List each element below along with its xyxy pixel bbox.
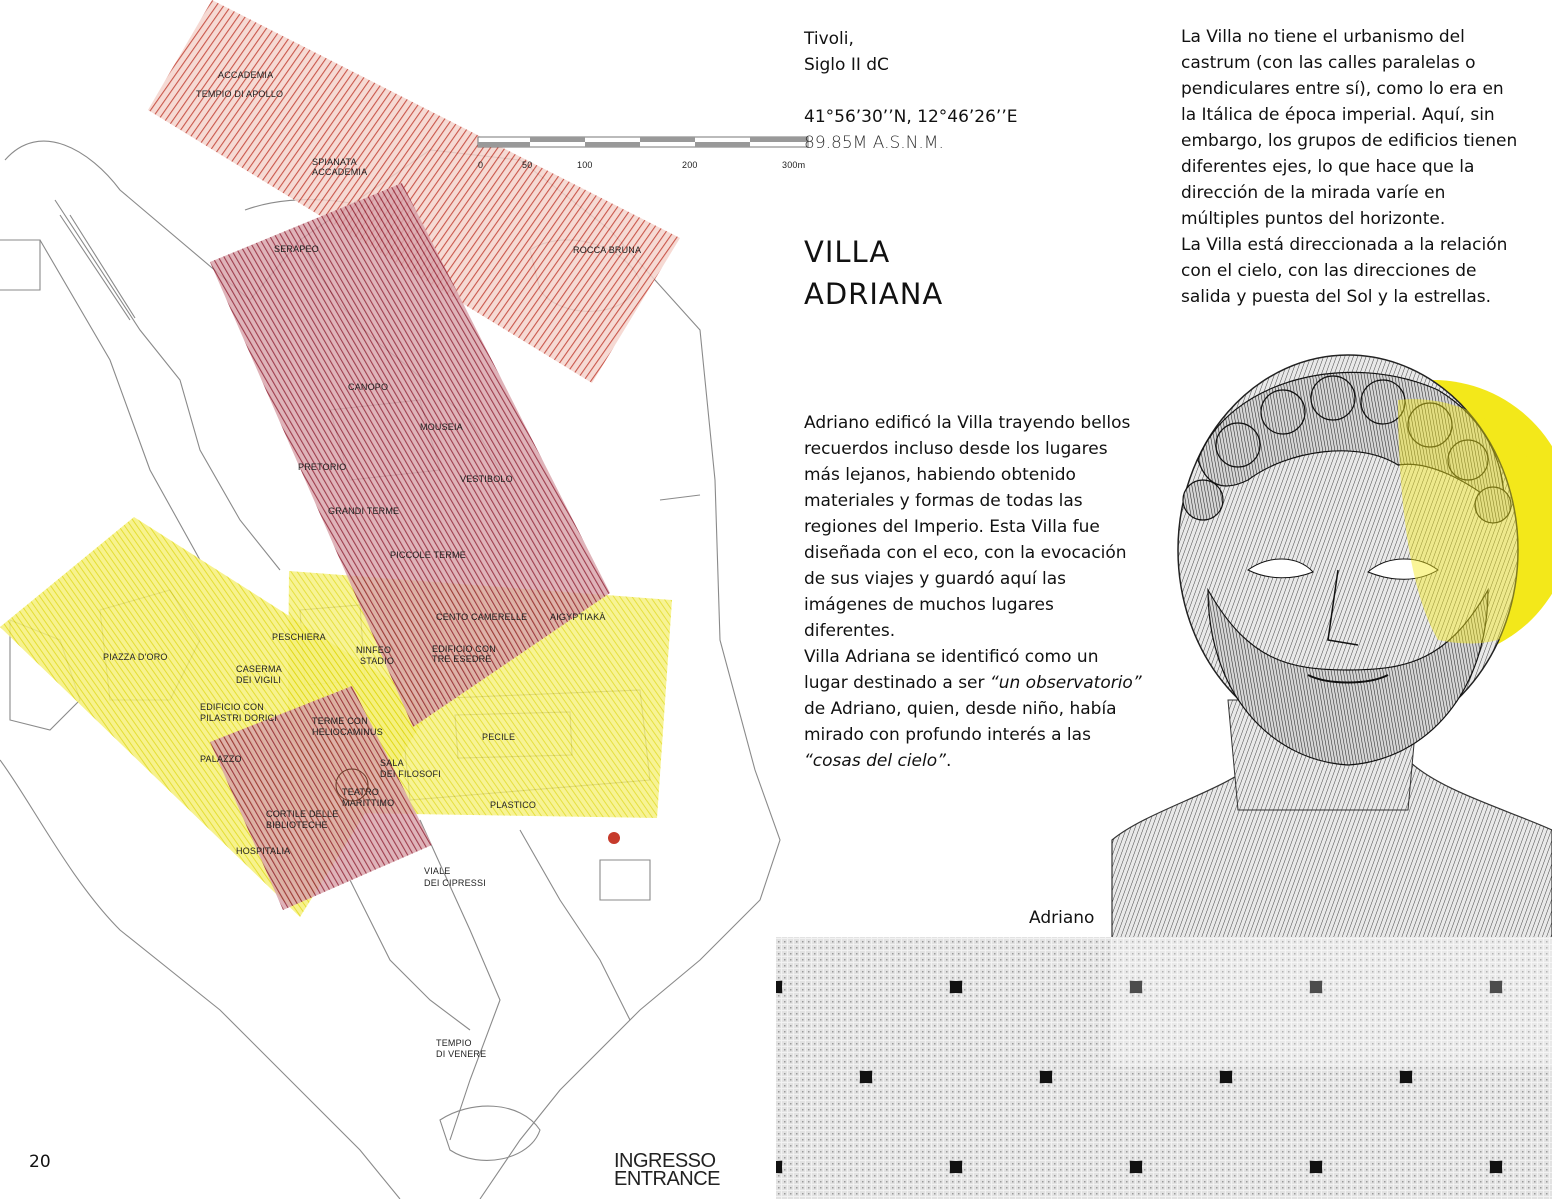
scale-tick-label: 200 (682, 160, 698, 170)
map-label: DEI VIGILI (236, 675, 282, 685)
map-label: DEI FILOSOFI (380, 769, 441, 779)
text-line: de Adriano, quien, desde niño, había (804, 699, 1117, 719)
map-label: VESTIBOLO (460, 474, 513, 484)
text-line: diseñada con el eco, con la evocación (804, 543, 1127, 563)
image-caption: Adriano (1029, 908, 1095, 928)
paragraph-hadrian (804, 410, 1154, 774)
text-line: . (945, 751, 952, 771)
text-line: con el cielo, con las direcciones de (1181, 261, 1477, 281)
text-line: de sus viajes y guardó aquí las (804, 569, 1067, 589)
text-line: embargo, los grupos de edificios tienen (1181, 131, 1518, 151)
map-label: MOUSEIA (420, 422, 463, 432)
map-label: TEATRO (342, 787, 380, 797)
scale-tick-label: 0 (478, 160, 484, 170)
century: Siglo II dC (804, 55, 889, 75)
text-line: salida y puesta del Sol y la estrellas. (1181, 287, 1492, 307)
text-line: más lejanos, habiendo obtenido (804, 465, 1076, 485)
entrance-line: ENTRANCE (614, 1168, 721, 1190)
text-line: recuerdos incluso desde los lugares (804, 439, 1108, 459)
map-label: PILASTRI DORICI (200, 713, 278, 723)
map-label: PECILE (482, 732, 516, 742)
map-label: HELIOCAMINUS (312, 727, 383, 737)
map-label: CORTILE DELLE (266, 809, 339, 819)
map-label: CENTO CAMERELLE (436, 612, 528, 622)
marker-dot (608, 832, 620, 844)
title-line: ADRIANA (804, 277, 944, 311)
map-label: DEI CIPRESSI (424, 878, 486, 888)
map-label: ACCADEMIA (312, 167, 368, 177)
scale-tick-label: 300m (782, 160, 806, 170)
map-label: CASERMA (236, 664, 282, 674)
map-label: SALA (380, 758, 404, 768)
map-label: PESCHIERA (272, 632, 326, 642)
map-label: PALAZZO (200, 754, 242, 764)
entrance-label (614, 1152, 720, 1188)
map-label: BIBLIOTECHE (266, 820, 328, 830)
text-line: La Villa está direccionada a la relación (1181, 235, 1508, 255)
map-label: TEMPIO DI APOLLO (196, 89, 284, 99)
bust-fade (1111, 937, 1552, 1067)
text-line: La Villa no tiene el urbanismo del (1181, 27, 1465, 47)
map-label: HOSPITALIA (236, 846, 291, 856)
emphasis-cosas-del-cielo: “cosas del cielo” (804, 751, 946, 771)
map-label: STADIO (360, 656, 395, 666)
map-label: TEMPIO (436, 1038, 472, 1048)
map-label: GRANDI TERME (328, 506, 400, 516)
text-line: múltiples puntos del horizonte. (1181, 209, 1446, 229)
text-line: dirección de la mirada varíe en (1181, 183, 1446, 203)
text-line: diferentes. (804, 621, 896, 641)
map-label: SPIANATA (312, 157, 357, 167)
map-label: AIGYPTIAKÀ (550, 612, 606, 622)
map-label: EDIFICIO CON (200, 702, 264, 712)
map-label: ACCADEMIA (218, 70, 274, 80)
scale-tick-label: 100 (577, 160, 593, 170)
map-label: VIALE (424, 866, 451, 876)
altitude: 89.85M A.S.N.M. (804, 133, 944, 153)
map-label: PICCOLE TERME (390, 550, 466, 560)
map-label: SERAPEO (274, 244, 319, 254)
map-label: PRETORIO (298, 462, 347, 472)
text-line: materiales y formas de todas las (804, 491, 1083, 511)
entrance-line: INGRESSO (614, 1150, 716, 1172)
text-line: pendiculares entre sí), como lo era en (1181, 79, 1504, 99)
mosaic-floor-photo (776, 937, 1552, 1199)
paragraph-urbanism (1181, 24, 1536, 310)
map-label: PIAZZA D'ORO (103, 652, 168, 662)
map-label: TRE ESEDRE (432, 654, 492, 664)
text-line: Villa Adriana se identificó como un (804, 647, 1099, 667)
text-line: castrum (con las calles paralelas o (1181, 53, 1476, 73)
scale-tick-label: 50 (522, 160, 533, 170)
location-meta (804, 26, 1017, 156)
place-name: Tivoli, (804, 29, 854, 49)
text-line: diferentes ejes, lo que hace que la (1181, 157, 1475, 177)
text-line: la Itálica de época imperial. Aquí, sin (1181, 105, 1495, 125)
map-label: TERME CON (312, 716, 368, 726)
map-label: NINFEO (356, 645, 392, 655)
map-label: MARITTIMO (342, 798, 395, 808)
mosaic-pattern (776, 937, 1552, 1199)
map-label: DI VENERE (436, 1049, 487, 1059)
text-line: mirado con profundo interés a las (804, 725, 1091, 745)
text-line: Adriano edificó la Villa trayendo bellos (804, 413, 1131, 433)
scale-bar (478, 137, 808, 170)
text-line: regiones del Imperio. Esta Villa fue (804, 517, 1100, 537)
map-label: EDIFICIO CON (432, 644, 496, 654)
page-number: 20 (29, 1152, 51, 1172)
title-line: VILLA (804, 235, 891, 269)
page-title (804, 231, 943, 315)
map-label: CANOPO (348, 382, 389, 392)
map-label: ROCCA BRUNA (573, 245, 642, 255)
text-line: lugar destinado a ser (804, 673, 990, 693)
map-label: PLASTICO (490, 800, 537, 810)
emphasis-observatorio: “un observatorio” (989, 673, 1142, 693)
text-line: imágenes de muchos lugares (804, 595, 1054, 615)
coordinates: 41°56’30’’N, 12°46’26’’E (804, 107, 1018, 127)
